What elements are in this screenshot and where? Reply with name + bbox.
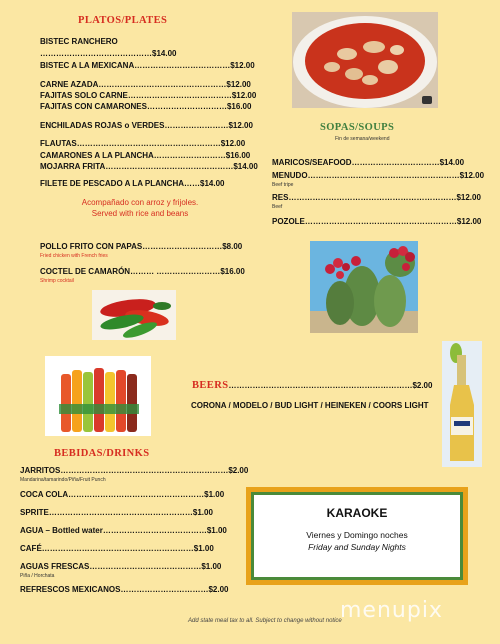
item-name: MARICOS/SEAFOOD bbox=[272, 158, 352, 167]
item-name: CARNE AZADA bbox=[40, 80, 99, 89]
item-price: $1.00 bbox=[206, 526, 227, 535]
item-name: BISTEC RANCHERO bbox=[40, 37, 118, 46]
corona-beer-image bbox=[442, 341, 482, 467]
menu-item bbox=[40, 179, 224, 189]
item-leader: ……………………………………………………… bbox=[60, 466, 229, 475]
item-name: POZOLE bbox=[272, 217, 305, 226]
item-name: COCTEL DE CAMARÓN bbox=[40, 267, 131, 276]
item-name: SPRITE bbox=[20, 508, 49, 517]
item-leader: ……… …………………… bbox=[130, 267, 221, 276]
chili-peppers-image bbox=[92, 290, 176, 340]
menu-item bbox=[40, 267, 245, 277]
platos-note bbox=[40, 197, 240, 219]
item-name: RES bbox=[272, 193, 289, 202]
item-leader: ……………………………… bbox=[134, 61, 231, 70]
menu-item bbox=[40, 139, 245, 149]
item-price: $12.00 bbox=[220, 139, 246, 148]
item-leader: ……………………… bbox=[153, 151, 226, 160]
item-leader: …………………………………… bbox=[40, 49, 152, 58]
item-leader: ………………………………… bbox=[102, 526, 207, 535]
menu-item bbox=[20, 508, 213, 518]
item-name: FAJITAS CON CAMARONES bbox=[40, 102, 147, 111]
item-price: $1.00 bbox=[201, 562, 222, 571]
karaoke-panel bbox=[254, 495, 460, 577]
item-leader: …………………………………………… bbox=[68, 490, 205, 499]
item-name: CAMARONES A LA PLANCHA bbox=[40, 151, 154, 160]
item-price: $14.00 bbox=[152, 49, 177, 58]
item-price: $14.00 bbox=[200, 179, 225, 188]
jarritos-bottles-image bbox=[45, 356, 151, 436]
menu-item bbox=[40, 242, 242, 252]
item-price: $8.00 bbox=[222, 242, 243, 251]
item-name: POLLO FRITO CON PAPAS bbox=[40, 242, 143, 251]
item-price: $12.00 bbox=[230, 61, 255, 70]
item-price: $14.00 bbox=[233, 162, 258, 171]
item-description: Shrimp cocktail bbox=[40, 278, 74, 284]
platos-heading: PLATOS/PLATES bbox=[78, 15, 168, 26]
item-leader: ……………………………………………………… bbox=[288, 193, 457, 202]
cactus-fruit-image bbox=[310, 241, 418, 333]
menu-item bbox=[40, 61, 255, 71]
platos-note-spanish: Acompañado con arroz y frijoles. bbox=[81, 198, 199, 207]
karaoke-title: KARAOKE bbox=[326, 506, 388, 520]
item-leader: …………………………… bbox=[120, 585, 209, 594]
footer-note: Add state meal tax to all. Subject to change without notice bbox=[188, 618, 342, 624]
item-leader: ………………………… bbox=[146, 102, 227, 111]
item-leader: …… bbox=[184, 179, 201, 188]
item-name: ENCHILADAS ROJAS o VERDES bbox=[40, 121, 165, 130]
item-name: REFRESCOS MEXICANOS bbox=[20, 585, 121, 594]
menu-item bbox=[40, 37, 118, 47]
item-price: $12.00 bbox=[228, 121, 253, 130]
menu-item bbox=[20, 544, 214, 554]
item-name: MOJARRA FRITA bbox=[40, 162, 106, 171]
beers-heading: BEERS bbox=[192, 380, 229, 391]
platos-note-english: Served with rice and beans bbox=[91, 209, 189, 218]
item-description: Beef tripe bbox=[272, 182, 294, 188]
item-description: Mandarina/tamarindo/Piña/Fruit Punch bbox=[20, 477, 106, 483]
item-name: CAFÉ bbox=[20, 544, 42, 553]
karaoke-english-line: Friday and Sunday Nights bbox=[308, 542, 406, 552]
item-name: COCA COLA bbox=[20, 490, 69, 499]
item-name: MENUDO bbox=[272, 171, 308, 180]
menu-item bbox=[20, 585, 229, 595]
item-leader: ………………………………………………… bbox=[304, 217, 457, 226]
item-leader: ………………………………… bbox=[127, 91, 232, 100]
item-leader: ………………………………………… bbox=[105, 162, 234, 171]
watermark: menupix bbox=[340, 598, 443, 623]
item-price: $2.00 bbox=[228, 466, 249, 475]
sopas-note: Fin de semana/weekend bbox=[335, 136, 390, 142]
item-name: JARRITOS bbox=[20, 466, 61, 475]
item-price: $16.00 bbox=[220, 267, 245, 276]
item-leader: …………………………………… bbox=[89, 562, 202, 571]
item-name: AGUA – Bottled water bbox=[20, 526, 103, 535]
item-name: BISTEC A LA MEXICANA bbox=[40, 61, 135, 70]
item-leader: ……………………………………………… bbox=[48, 508, 193, 517]
item-price: $14.00 bbox=[439, 158, 465, 167]
menu-item bbox=[40, 80, 251, 90]
item-price: $2.00 bbox=[208, 585, 229, 594]
item-price: $16.00 bbox=[225, 151, 251, 160]
menu-item bbox=[20, 562, 221, 572]
item-description: Piña / Horchata bbox=[20, 573, 55, 579]
item-leader: ………………………… bbox=[142, 242, 223, 251]
item-price: $1.00 bbox=[204, 490, 225, 499]
item-leader: ………………………………………………… bbox=[307, 171, 460, 180]
bebidas-heading: BEBIDAS/DRINKS bbox=[54, 448, 150, 459]
menu-item bbox=[272, 171, 484, 181]
beers-heading-row bbox=[192, 381, 432, 391]
item-price: $12.00 bbox=[231, 91, 257, 100]
item-leader: ……………………………………………… bbox=[76, 139, 221, 148]
item-leader: ………………………………………………… bbox=[41, 544, 194, 553]
menu-item bbox=[40, 151, 250, 161]
beers-dots: …………………………………………………………… bbox=[228, 381, 413, 390]
menu-item bbox=[272, 158, 464, 168]
item-price: $12.00 bbox=[456, 217, 482, 226]
item-price: $1.00 bbox=[193, 544, 214, 553]
menu-item bbox=[40, 102, 251, 112]
karaoke-spanish-line: Viernes y Domingo noches bbox=[306, 530, 408, 540]
item-price: $12.00 bbox=[456, 193, 481, 202]
item-name: FILETE DE PESCADO A LA PLANCHA bbox=[40, 179, 185, 188]
menu-item bbox=[20, 526, 227, 536]
menu-item bbox=[272, 193, 481, 203]
item-price: $12.00 bbox=[226, 80, 251, 89]
sopas-heading: SOPAS/SOUPS bbox=[320, 122, 395, 133]
item-name: FLAUTAS bbox=[40, 139, 77, 148]
item-leader: …………………………… bbox=[351, 158, 440, 167]
menu-item bbox=[272, 217, 481, 227]
beers-list: CORONA / MODELO / BUD LIGHT / HEINEKEN / COORS LIGHT bbox=[191, 401, 429, 410]
beers-price: $2.00 bbox=[412, 381, 433, 390]
menu-item bbox=[40, 49, 176, 59]
item-leader: …………………… bbox=[164, 121, 229, 130]
karaoke-box bbox=[246, 487, 468, 585]
item-name: FAJITAS SOLO CARNE bbox=[40, 91, 128, 100]
menudo-bowl-image bbox=[292, 12, 438, 108]
menu-item bbox=[40, 162, 258, 172]
item-description: Beef bbox=[272, 204, 283, 210]
item-price: $12.00 bbox=[459, 171, 485, 180]
menu-item bbox=[40, 91, 256, 101]
menu-item bbox=[40, 121, 253, 131]
item-name: AGUAS FRESCAS bbox=[20, 562, 90, 571]
menu-item bbox=[20, 466, 248, 476]
item-description: Fried chicken with French fries bbox=[40, 253, 108, 259]
item-price: $1.00 bbox=[192, 508, 213, 517]
item-leader: ………………………………………… bbox=[98, 80, 227, 89]
item-price: $16.00 bbox=[226, 102, 252, 111]
menu-item bbox=[20, 490, 224, 500]
karaoke-green-border bbox=[251, 492, 463, 580]
